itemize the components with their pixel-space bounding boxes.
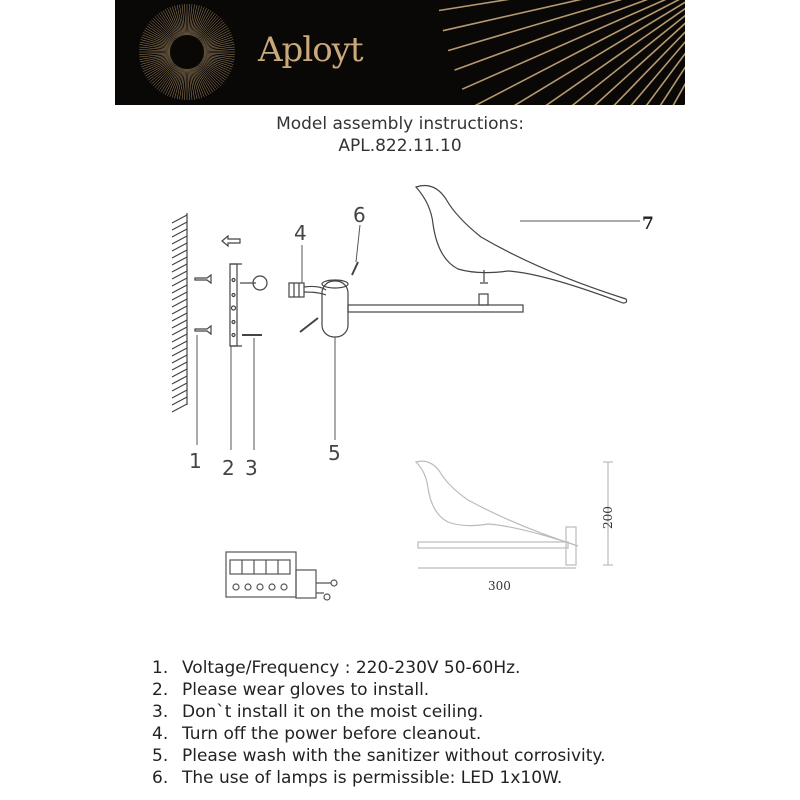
bird-lamp-shade-icon: [416, 186, 627, 304]
item-text: Please wear gloves to install.: [182, 680, 430, 700]
arm-socket-icon: [479, 294, 488, 305]
screw-icon: [240, 276, 267, 335]
wiring-diagram: [226, 552, 337, 600]
mounting-bracket-icon: [230, 264, 242, 346]
dimension-drawing: [416, 461, 613, 568]
item-text: Turn off the power before cleanout.: [182, 724, 482, 744]
instruction-item: [152, 723, 605, 745]
terminal-block-icon: [289, 283, 326, 297]
page-title: Model assembly instructions:: [276, 114, 524, 134]
brand-logo-text: Aployt: [258, 30, 363, 70]
part-label-4: 4: [294, 221, 307, 245]
instruction-item: [152, 657, 605, 679]
part-label-2: 2: [222, 456, 235, 480]
wall-hatch-icon: [172, 213, 187, 412]
canopy-icon: [300, 262, 358, 337]
item-text: Don`t install it on the moist ceiling.: [182, 702, 484, 722]
part-label-3: 3: [245, 456, 258, 480]
dimension-height: 200: [601, 506, 615, 529]
item-number: 3.: [152, 702, 169, 722]
item-text: The use of lamps is permissible: LED 1x10W.: [182, 768, 563, 788]
item-text: Please wash with the sanitizer without corrosivity.: [182, 746, 606, 766]
item-number: 1.: [152, 658, 169, 678]
instruction-item: [152, 679, 605, 701]
part-label-1: 1: [189, 449, 202, 473]
instructions-list: [152, 657, 605, 789]
instruction-item: [152, 767, 605, 789]
wall-dowel-icon: [195, 275, 211, 334]
part-label-7: 7: [642, 214, 654, 234]
part-label-6: 6: [353, 203, 366, 227]
item-number: 6.: [152, 768, 169, 788]
item-number: 2.: [152, 680, 169, 700]
arrow-left-icon: [222, 236, 240, 246]
instruction-item: [152, 745, 605, 767]
model-number: APL.822.11.10: [338, 136, 462, 156]
item-number: 4.: [152, 724, 169, 744]
part-label-5: 5: [328, 441, 341, 465]
dimension-width: 300: [488, 579, 511, 593]
item-text: Voltage/Frequency : 220-230V 50-60Hz.: [182, 658, 521, 678]
item-number: 5.: [152, 746, 169, 766]
instruction-item: [152, 701, 605, 723]
lamp-arm-icon: [348, 305, 523, 312]
